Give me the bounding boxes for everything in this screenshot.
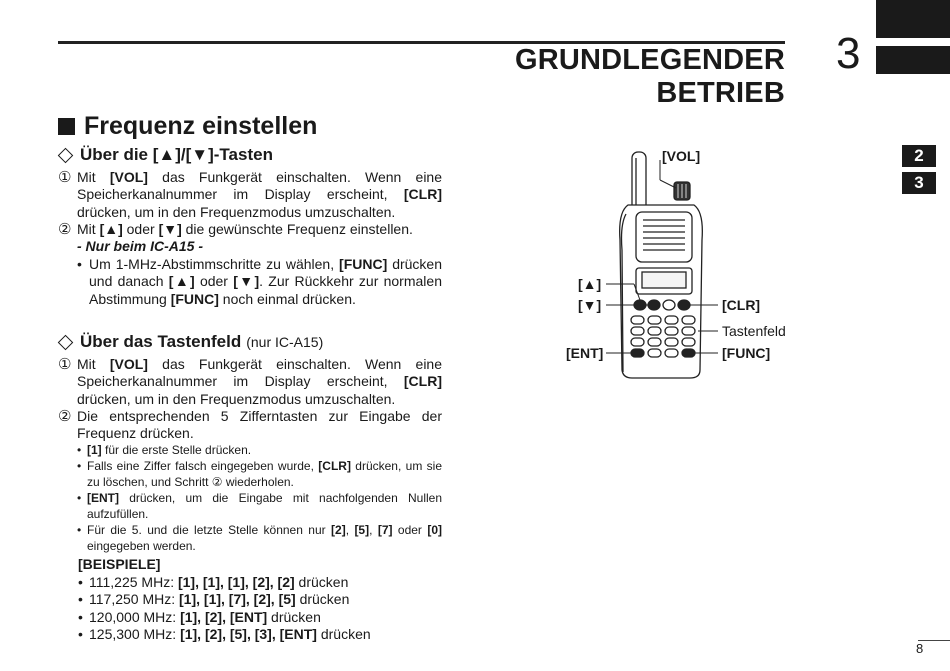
example-row: • 125,300 MHz: [1], [2], [5], [3], [ENT] drücken (78, 626, 371, 642)
bullet-item: • [1] für die erste Stelle drücken. (77, 443, 252, 457)
chapter-tab-top-block (876, 0, 950, 38)
examples-title: [BEISPIELE] (78, 556, 161, 572)
page-number: 8 (916, 641, 924, 656)
label-func: [FUNC] (722, 345, 771, 361)
label-clr: [CLR] (722, 297, 761, 313)
example-row: • 117,250 MHz: [1], [1], [7], [2], [5] drücken (78, 591, 350, 607)
chapter-tab-3[interactable]: 3 (902, 172, 936, 194)
label-keypad: Tastenfeld (722, 323, 786, 339)
chapter-number: 3 (836, 29, 861, 78)
label-up: [▲] (578, 276, 602, 292)
page-title: GRUNDLEGENDER BETRIEB (514, 44, 785, 109)
section-title (58, 112, 317, 141)
step-number: ② (58, 408, 72, 425)
label-vol: [VOL] (662, 148, 701, 164)
example-row: • 111,225 MHz: [1], [1], [1], [2], [2] drücken (78, 573, 349, 590)
subsection-arrow-keys: Über die [▲]/[▼]-Tasten (58, 145, 273, 165)
step-number: ① (58, 356, 72, 373)
model-note: - Nur beim IC-A15 - (77, 238, 204, 255)
step-number: ① (58, 169, 72, 186)
sub2-step2: ② Die entsprechenden 5 Zifferntasten zur Eingabe der Frequenz drücken. (58, 408, 442, 442)
sub2-step1: ① Mit [VOL] das Funkgerät einschalten. Wenn eine Speicherkanalnummer im Display erscheint, [CLR] drücken, um in den Frequenzmodus umzuschalten. (58, 356, 442, 407)
sub2-bullets (77, 442, 442, 554)
antenna-icon (632, 152, 646, 212)
examples-block (78, 556, 371, 644)
label-ent: [ENT] (566, 345, 604, 361)
chapter-tab-2[interactable]: 2 (902, 145, 936, 167)
sub1-step1: ① Mit [VOL] das Funkgerät einschalten. Wenn eine Speicherkanalnummer im Display erscheint, [CLR] drücken, um in den Frequenzmodus umzuschalten. (58, 169, 442, 220)
sub1-step2: ② Mit [▲] oder [▼] die gewünschte Frequenz einstellen. - Nur beim IC-A15 - • Um 1-MHz-Abstimmschritte zu wählen, [FUNC] drücken und danach [▲] oder [▼]. Zur Rückkehr zur normalen Abstimmung [FUNC] noch einmal drücken. (58, 221, 442, 307)
bullet-item: • Für die 5. und die letzte Stelle können nur [2], [5], [7] oder [0] eingegeben werden. (77, 523, 442, 553)
bullet-item: • [ENT] drücken, um die Eingabe mit nachfolgenden Nullen aufzufüllen. (77, 491, 442, 521)
diamond-bullet-icon (58, 334, 74, 350)
label-down: [▼] (578, 297, 602, 313)
bullet-item: • Falls eine Ziffer falsch eingegeben wurde, [CLR] drücken, um sie zu löschen, und Schritt ② wiederholen. (77, 459, 442, 489)
chapter-tab-bottom-block (876, 46, 950, 74)
section-title-text: Frequenz einstellen (84, 112, 318, 140)
diamond-bullet-icon (58, 147, 74, 163)
square-bullet-icon (58, 118, 75, 135)
subsection-keypad: Über das Tastenfeld (nur IC-A15) (58, 332, 323, 352)
sub1-bullet: • Um 1-MHz-Abstimmschritte zu wählen, [FUNC] drücken und danach [▲] oder [▼]. Zur Rückkehr zur normalen Abstimmung [FUNC] noch einmal drücken. (77, 255, 442, 307)
step-number: ② (58, 221, 72, 238)
example-row: • 120,000 MHz: [1], [2], [ENT] drücken (78, 608, 321, 625)
